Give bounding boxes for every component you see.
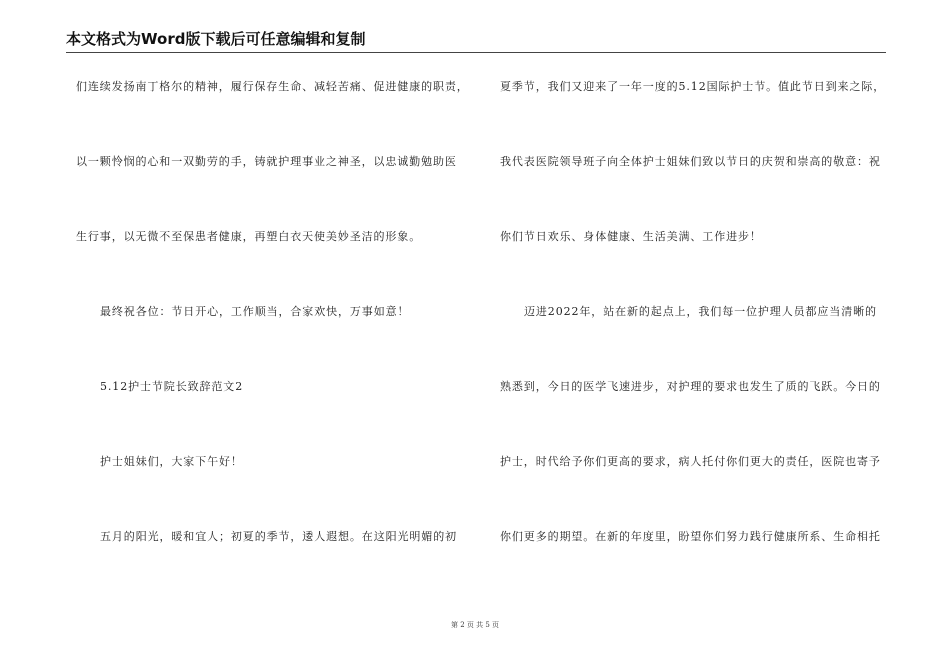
closing-wishes-line: 最终祝各位：节日开心，工作顺当，合家欢快，万事如意！ bbox=[100, 305, 410, 318]
paragraph-line: 生行事，以无微不至保患者健康，再塑白衣天使美妙圣洁的形象。 bbox=[76, 230, 422, 243]
paragraph-line: 你们节日欢乐、身体健康、生活美满、工作进步！ bbox=[500, 230, 762, 243]
paragraph-line: 我代表医院领导班子向全体护士姐妹们致以节日的庆贺和崇高的敬意：祝 bbox=[500, 155, 881, 168]
paragraph-line: 们连续发扬南丁格尔的精神，履行保存生命、减轻苦痛、促进健康的职责， bbox=[76, 80, 469, 93]
paragraph-line: 熟悉到，今日的医学飞速进步，对护理的要求也发生了质的飞跃。今日的 bbox=[500, 380, 881, 393]
page-header bbox=[66, 30, 886, 54]
section-heading: 5.12护士节院长致辞范文2 bbox=[100, 380, 244, 393]
paragraph-line: 迈进2022年，站在新的起点上，我们每一位护理人员都应当清晰的 bbox=[524, 305, 877, 318]
paragraph-line: 以一颗怜悯的心和一双勤劳的手，铸就护理事业之神圣，以忠诚勤勉助医 bbox=[76, 155, 457, 168]
paragraph-line: 夏季节，我们又迎来了一年一度的5.12国际护士节。值此节日到来之际， bbox=[500, 80, 886, 93]
paragraph-line: 你们更多的期望。在新的年度里，盼望你们努力践行健康所系、生命相托 bbox=[500, 530, 881, 543]
header-divider bbox=[66, 52, 886, 53]
page-number-footer: 第 2 页 共 5 页 bbox=[450, 621, 500, 629]
greeting-line: 护士姐妹们，大家下午好！ bbox=[100, 455, 243, 468]
header-title: 本文格式为Word版下载后可任意编辑和复制 bbox=[66, 30, 366, 48]
paragraph-line: 五月的阳光，暖和宜人；初夏的季节，逶人遐想。在这阳光明媚的初 bbox=[100, 530, 457, 543]
paragraph-line: 护士，时代给予你们更高的要求，病人托付你们更大的责任，医院也寄予 bbox=[500, 455, 881, 468]
